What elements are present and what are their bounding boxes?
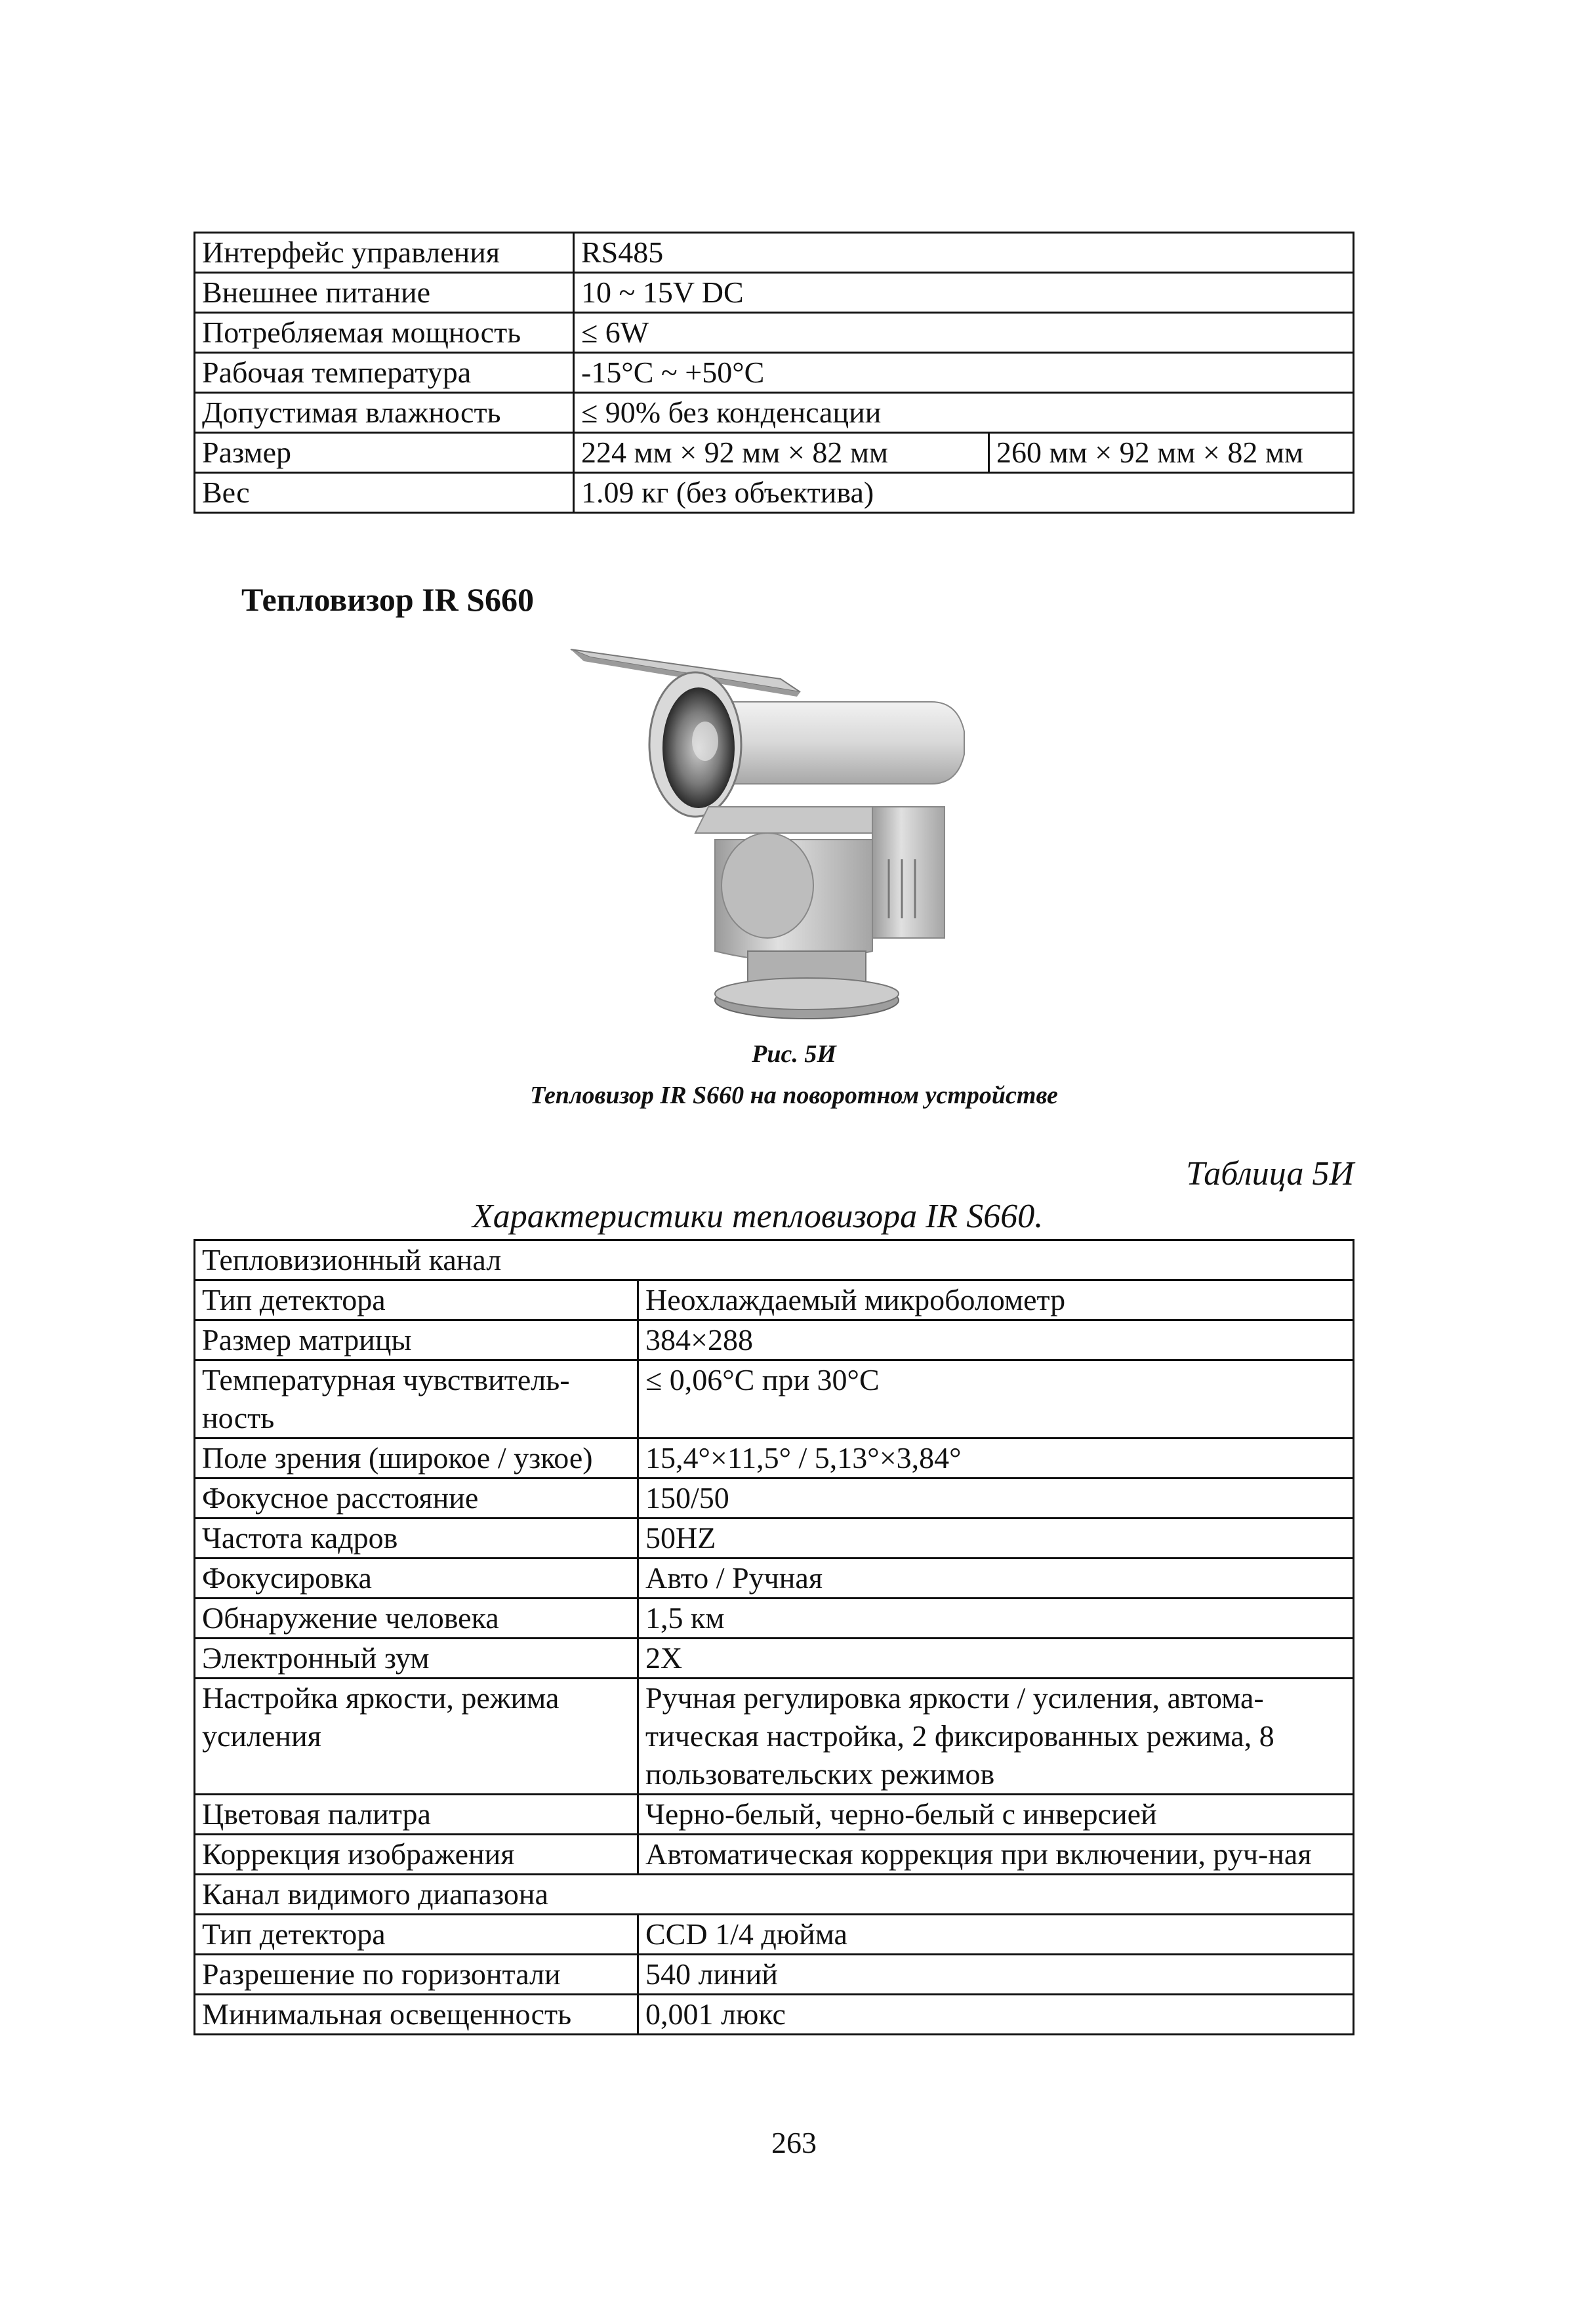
- row-value: 2X: [638, 1639, 1354, 1679]
- row-label: Рабочая температура: [195, 353, 574, 393]
- row-value: ≤ 0,06°C при 30°C: [638, 1360, 1354, 1438]
- row-label: Минимальная освещенность: [195, 1995, 638, 2035]
- row-label: Внешнее питание: [195, 273, 574, 313]
- table-row: [195, 1360, 1354, 1438]
- table-row: [195, 1280, 1354, 1320]
- table-label: Таблица 5И: [1186, 1155, 1354, 1193]
- row-value-alt: 260 мм × 92 мм × 82 мм: [989, 433, 1354, 473]
- table-row: [195, 1599, 1354, 1639]
- row-value: 0,001 люкс: [638, 1995, 1354, 2035]
- row-label: Потребляемая мощность: [195, 313, 574, 353]
- row-label: Настройка яркости, режима усиления: [195, 1679, 638, 1795]
- table-row: [195, 1320, 1354, 1360]
- row-value: Черно-белый, черно-белый с инверсией: [638, 1795, 1354, 1835]
- row-label: Обнаружение человека: [195, 1599, 638, 1639]
- group-heading: Канал видимого диапазона: [195, 1875, 1354, 1915]
- row-label: Разрешение по горизонтали: [195, 1955, 638, 1995]
- table-row: [195, 353, 1354, 393]
- row-label: Частота кадров: [195, 1519, 638, 1559]
- row-value: RS485: [574, 233, 1354, 273]
- row-value: 1,5 км: [638, 1599, 1354, 1639]
- table-row: [195, 1478, 1354, 1519]
- row-value: 15,4°×11,5° / 5,13°×3,84°: [638, 1438, 1354, 1478]
- row-value: Автоматическая коррекция при включении, руч-ная: [638, 1835, 1354, 1875]
- row-label: Вес: [195, 473, 574, 513]
- section-title: Тепловизор IR S660: [241, 581, 535, 618]
- row-value: -15°C ~ +50°C: [574, 353, 1354, 393]
- row-value: 384×288: [638, 1320, 1354, 1360]
- row-label: Фокусировка: [195, 1559, 638, 1599]
- row-value: ≤ 90% без конденсации: [574, 393, 1354, 433]
- row-value: CCD 1/4 дюйма: [638, 1915, 1354, 1955]
- thermal-camera-drawing: [564, 643, 1010, 1030]
- table-row: [195, 433, 1354, 473]
- row-value: Авто / Ручная: [638, 1559, 1354, 1599]
- table-row: [195, 1519, 1354, 1559]
- table-row: [195, 1559, 1354, 1599]
- table-row: [195, 393, 1354, 433]
- table-row: [195, 1795, 1354, 1835]
- figure-caption: Тепловизор IR S660 на поворотном устройстве: [530, 1082, 1058, 1109]
- table-row: [195, 313, 1354, 353]
- row-value: Неохлаждаемый микроболометр: [638, 1280, 1354, 1320]
- row-value: 150/50: [638, 1478, 1354, 1519]
- group-row: [195, 1875, 1354, 1915]
- row-label: Допустимая влажность: [195, 393, 574, 433]
- table-row: [195, 1915, 1354, 1955]
- table-row: [195, 1639, 1354, 1679]
- page-number: 263: [771, 2126, 817, 2159]
- table-row: [195, 273, 1354, 313]
- row-label: Цветовая палитра: [195, 1795, 638, 1835]
- row-value: 1.09 кг (без объектива): [574, 473, 1354, 513]
- figure-number: Рис. 5И: [752, 1040, 836, 1068]
- row-label: Температурная чувствитель-ность: [195, 1360, 638, 1438]
- row-value: 224 мм × 92 мм × 82 мм: [574, 433, 989, 473]
- row-label: Поле зрения (широкое / узкое): [195, 1438, 638, 1478]
- table-row: [195, 473, 1354, 513]
- thermal-camera-image: [564, 643, 1010, 1030]
- table-row: [195, 1995, 1354, 2035]
- row-label: Фокусное расстояние: [195, 1478, 638, 1519]
- group-heading: Тепловизионный канал: [195, 1240, 1354, 1280]
- characteristics-table: [193, 1239, 1354, 2035]
- table-caption: Характеристики тепловизора IR S660.: [472, 1198, 1044, 1235]
- row-label: Тип детектора: [195, 1280, 638, 1320]
- row-value: 10 ~ 15V DC: [574, 273, 1354, 313]
- row-label: Размер матрицы: [195, 1320, 638, 1360]
- row-label: Размер: [195, 433, 574, 473]
- spec-table-top: [193, 232, 1354, 514]
- group-row: [195, 1240, 1354, 1280]
- row-value: 540 линий: [638, 1955, 1354, 1995]
- table-row: [195, 1835, 1354, 1875]
- row-label: Электронный зум: [195, 1639, 638, 1679]
- row-value: 50HZ: [638, 1519, 1354, 1559]
- row-value: Ручная регулировка яркости / усиления, автома-тическая настройка, 2 фиксированных режима, 8 пользовательских режимов: [638, 1679, 1354, 1795]
- row-value: ≤ 6W: [574, 313, 1354, 353]
- row-label: Тип детектора: [195, 1915, 638, 1955]
- table-row: [195, 1679, 1354, 1795]
- table-row: [195, 233, 1354, 273]
- table-row: [195, 1438, 1354, 1478]
- row-label: Коррекция изображения: [195, 1835, 638, 1875]
- row-label: Интерфейс управления: [195, 233, 574, 273]
- table-row: [195, 1955, 1354, 1995]
